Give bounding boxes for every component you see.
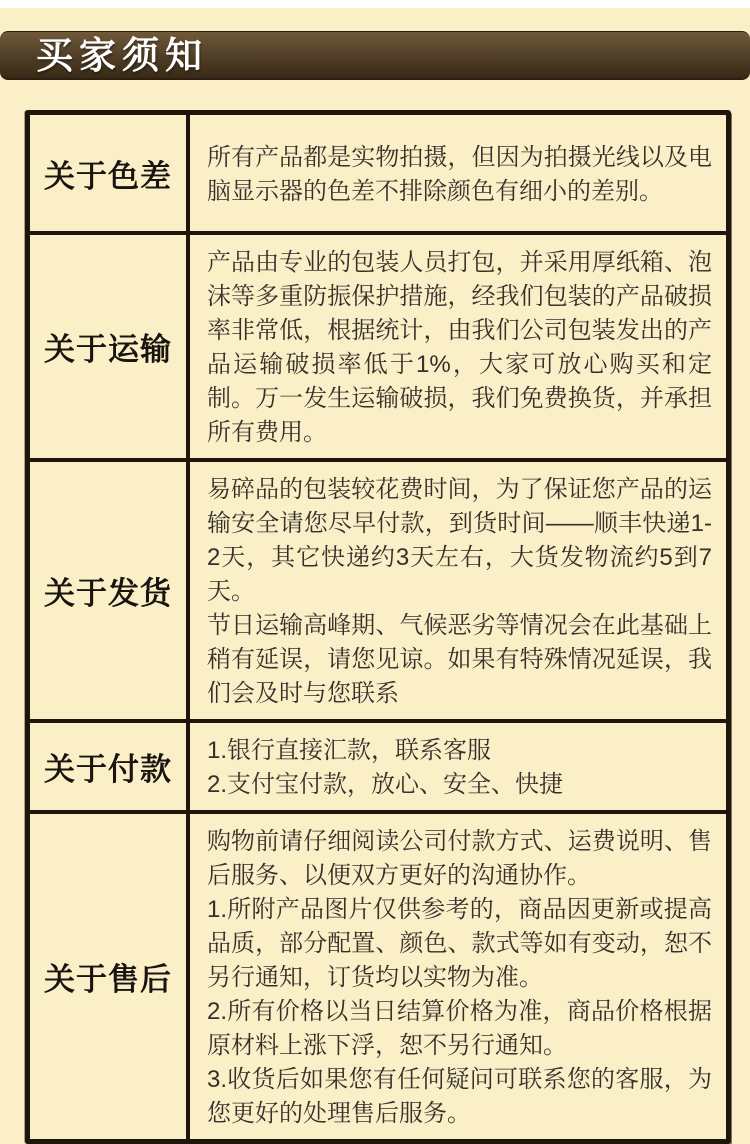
row-label: 关于色差 [44,158,172,194]
table-row [30,719,726,810]
title-bar [0,31,750,80]
row-content-cell [190,115,726,231]
row-label-cell [30,235,190,458]
content-paragraph: 1.所附产品图片仅供参考的，商品因更新或提高品质，部分配置、颜色、款式等如有变动，恕不另行通知，订货均以实物为准。 [207,896,712,991]
table-row [30,458,726,719]
row-label: 关于售后 [44,962,172,997]
row-label-cell [30,462,190,719]
page-title: 买家须知 [36,34,208,76]
table-row [30,115,726,231]
row-label-cell [30,814,190,1139]
row-content-cell [190,235,726,458]
row-content-cell [190,814,726,1139]
content-paragraph: 购物前请仔细阅读公司付款方式、运费说明、售后服务、以便双方更好的沟通协作。 [207,828,712,889]
row-label: 关于付款 [44,752,172,787]
content-paragraph: 所有产品都是实物拍摄，但因为拍摄光线以及电脑显示器的色差不排除颜色有细小的差别。 [207,143,712,205]
notice-table [25,110,731,1144]
table-row [30,231,726,458]
row-label-cell [30,723,190,810]
row-content-cell [190,723,726,810]
content-paragraph: 2.所有价格以当日结算价格为准，商品价格根据原材料上涨下浮，恕不另行通知。 [207,998,712,1059]
content-paragraph: 2.支付宝付款，放心、安全、快捷 [207,771,564,798]
top-white-strip [0,0,750,8]
table-row [30,810,726,1139]
row-content-cell [190,462,726,719]
row-label-cell [30,115,190,231]
content-paragraph: 易碎品的包装较花费时间，为了保证您产品的运输安全请您尽早付款，到货时间——顺丰快递1-2天，其它快递约3天左右，大货发物流约5到7天。 [207,476,712,605]
row-label: 关于运输 [44,332,172,367]
row-label: 关于发货 [44,576,172,611]
content-paragraph: 节日运输高峰期、气候恶劣等情况会在此基础上稍有延误，请您见谅。如果有特殊情况延误，我们会及时与您联系 [207,612,712,707]
content-paragraph: 1.银行直接汇款，联系客服 [207,737,492,764]
content-paragraph: 3.收货后如果您有任何疑问可联系您的客服，为您更好的处理售后服务。 [207,1066,712,1127]
content-paragraph: 产品由专业的包装人员打包，并采用厚纸箱、泡沫等多重防振保护措施，经我们包装的产品破损率非常低，根据统计，由我们公司包装发出的产品运输破损率低于1%，大家可放心购买和定制。万一发生运输破损，我们免费换货，并承担所有费用。 [207,249,712,446]
